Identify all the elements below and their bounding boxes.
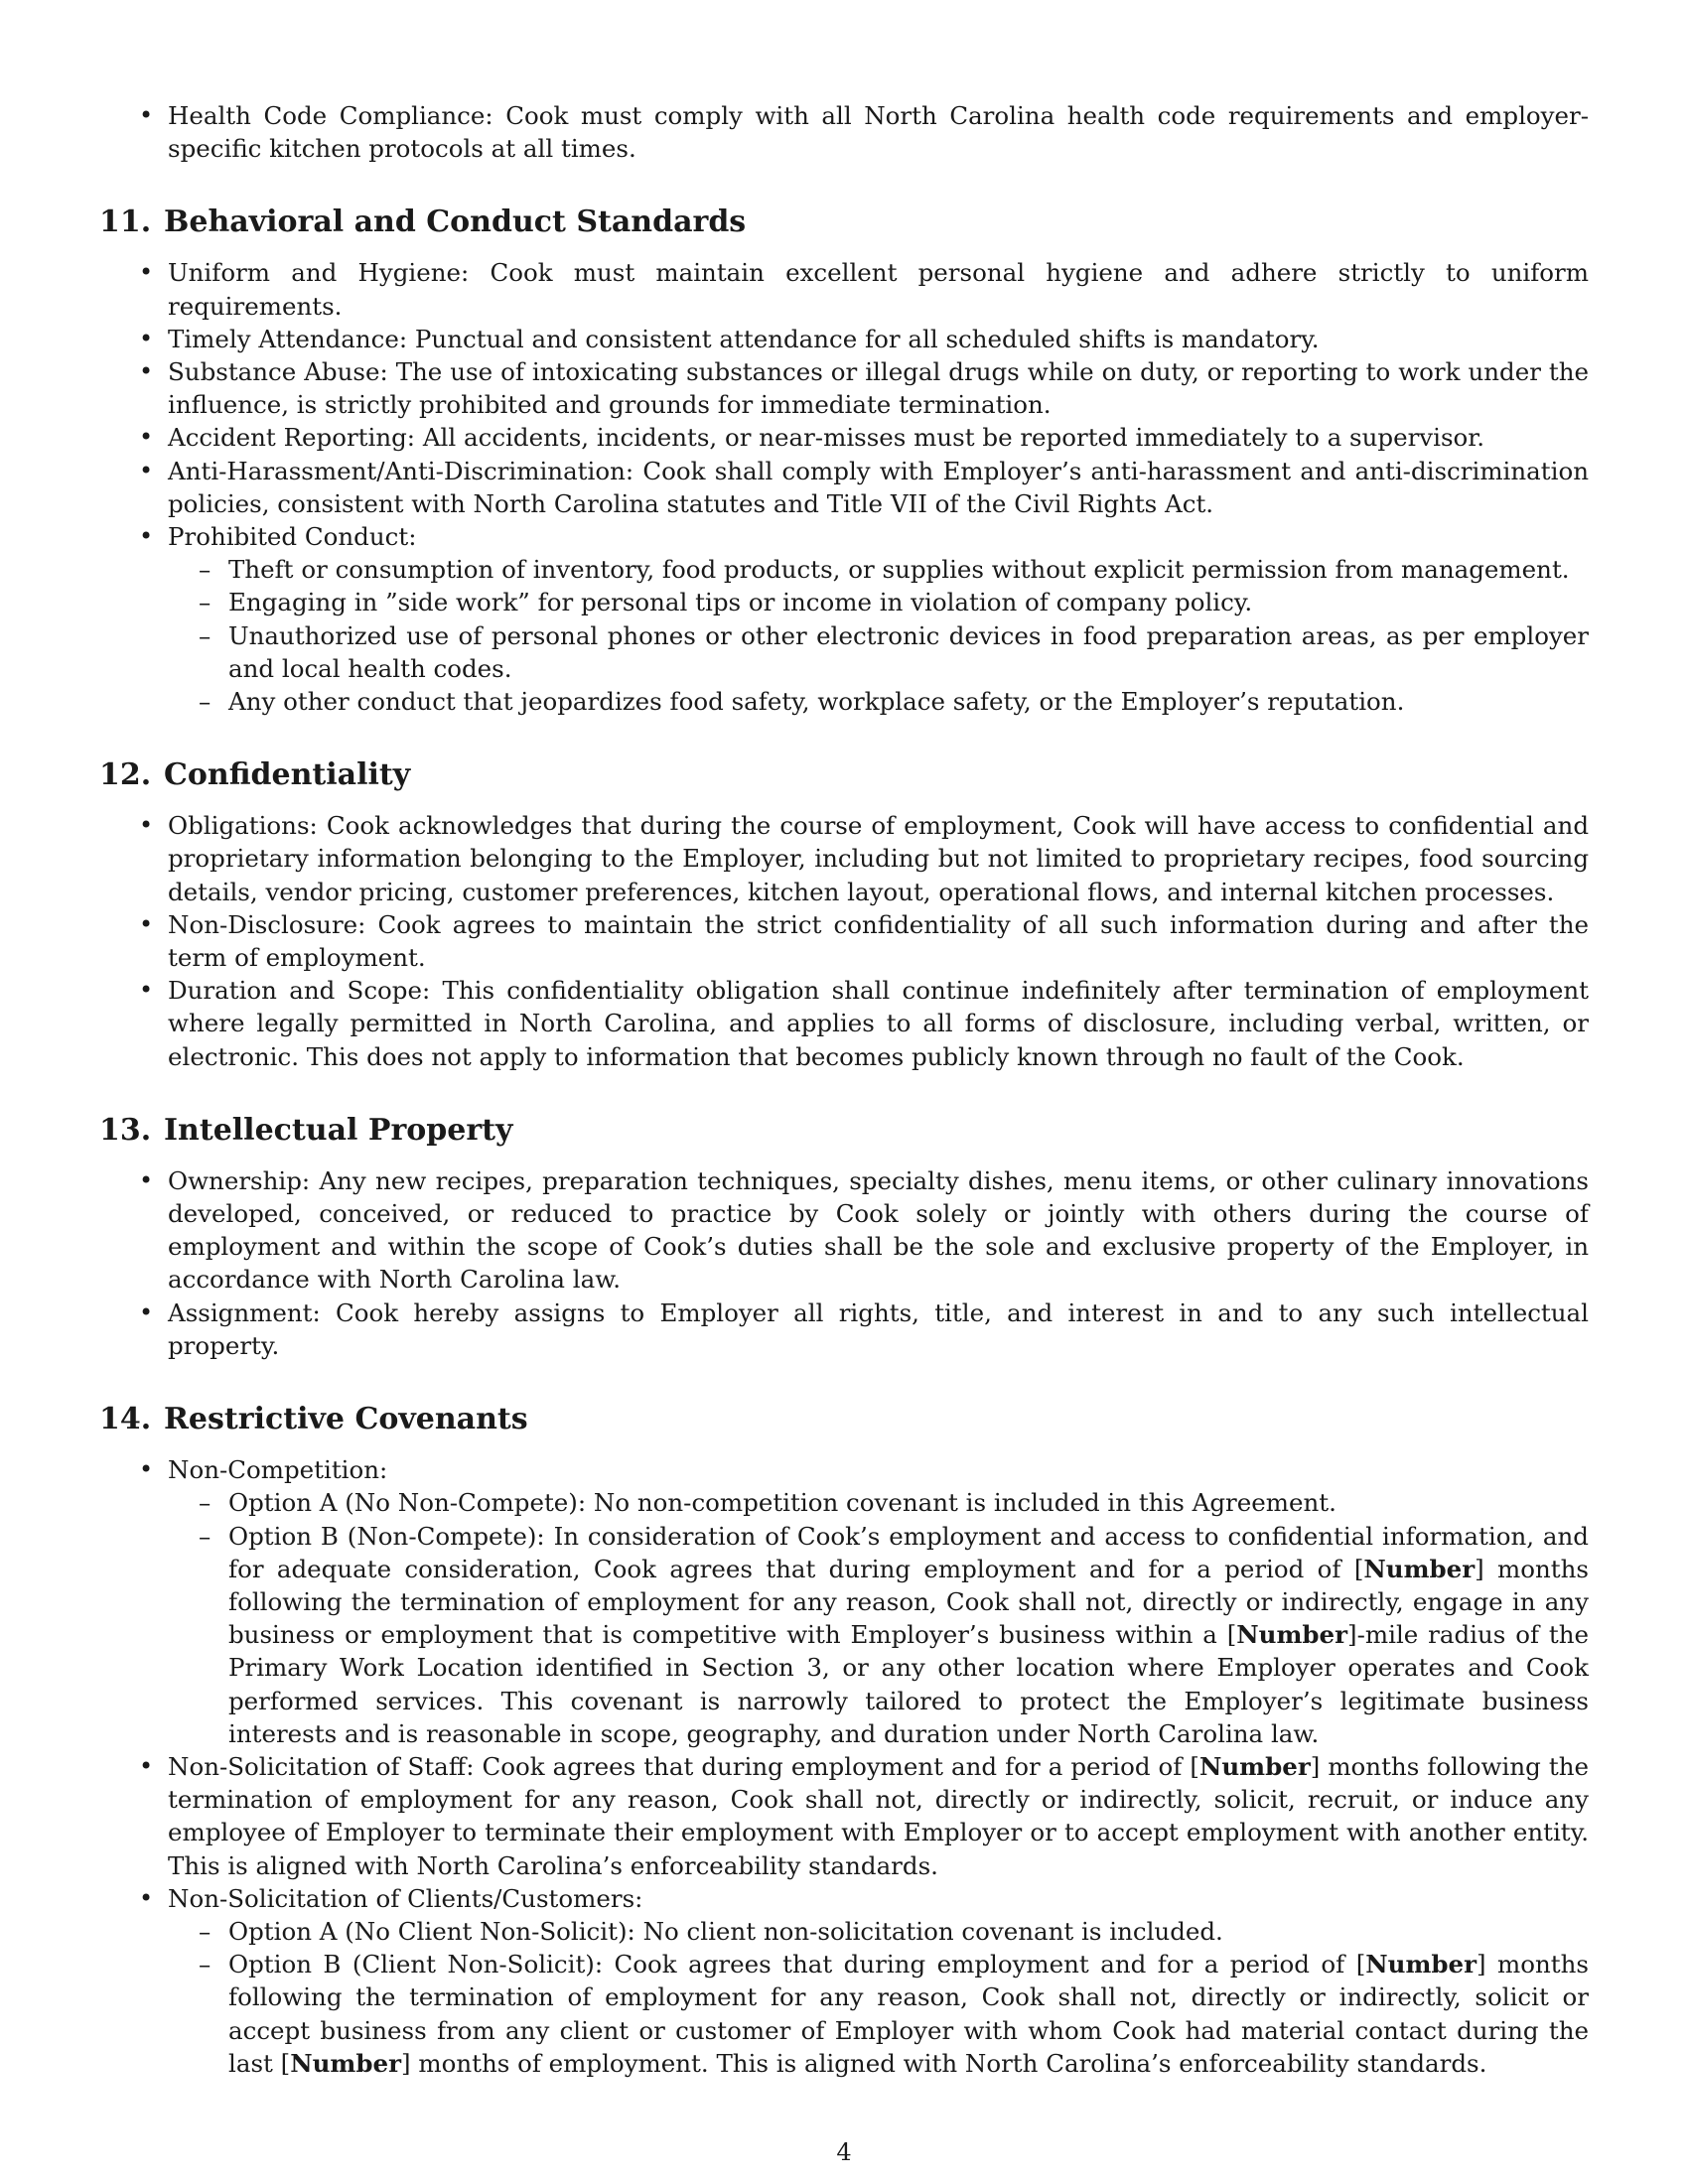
item-label: Prohibited Conduct: [168, 522, 417, 552]
placeholder-number: Number [290, 2048, 401, 2078]
section-heading-12 [99, 755, 1589, 795]
section-13-list [99, 1164, 1589, 1362]
section-number: 12. [99, 757, 152, 793]
list-item: • Accident Reporting: All accidents, incidents, or near-misses must be reported immediately to a supervisor. [99, 421, 1589, 454]
placeholder-number: Number [1236, 1620, 1348, 1650]
list-item [99, 1882, 1589, 2080]
placeholder-number: Number [1363, 1554, 1476, 1583]
section-heading-14 [99, 1400, 1589, 1439]
list-item: • Non-Disclosure: Cook agrees to maintain the strict confidentiality of all such information during and after the term of employment. [99, 908, 1589, 974]
sub-list-item: – Any other conduct that jeopardizes food safety, workplace safety, or the Employer’s reputation. [168, 685, 1589, 718]
sub-list-item: – Unauthorized use of personal phones or other electronic devices in food preparation areas, as per employer and local health codes. [168, 619, 1589, 685]
list-item: • Timely Attendance: Punctual and consistent attendance for all scheduled shifts is mandatory. [99, 323, 1589, 355]
list-item: • Anti-Harassment/Anti-Discrimination: Cook shall comply with Employer’s anti-harassment and anti-discrimination policies, consistent with North Carolina statutes and Title VII of the Civil Rights Act. [99, 455, 1589, 520]
placeholder-number: Number [1365, 1950, 1477, 1979]
section-number: 14. [99, 1402, 152, 1437]
text-run: Option B (Client Non-Solicit): Cook agrees that during employment and for a period of [228, 1950, 1356, 1979]
page-number: 4 [836, 2138, 852, 2166]
sub-list-item: – Option A (No Non-Compete): No non-competition covenant is included in this Agreement. [168, 1486, 1589, 1519]
sub-list-item: – Option A (No Client Non-Solicit): No client non-solicitation covenant is included. [168, 1915, 1589, 1948]
list-item: • Health Code Compliance: Cook must comply with all North Carolina health code requirements and employer-specific kitchen protocols at all times. [99, 99, 1589, 165]
list-item: • Ownership: Any new recipes, preparation techniques, specialty dishes, menu items, or other culinary innovations developed, conceived, or reduced to practice by Cook solely or jointly with others during the course of employment and within the scope of Cook’s duties shall be the sole and exclusive property of the Employer, in accordance with North Carolina law. [99, 1164, 1589, 1297]
sub-list-item: – Option B (Client Non-Solicit): Cook agrees that during employment and for a period of [Number] months following the termination of employment for any reason, Cook shall not, directly or indirectly, solicit or accept business from any client or customer of Employer with whom Cook had material contact during the last [Number] months of employment. This is aligned with North Carolina’s enforceability standards. [168, 1948, 1589, 2080]
item-label: Non-Competition: [168, 1455, 388, 1485]
section-title: Intellectual Property [164, 1112, 513, 1148]
section-number: 13. [99, 1112, 152, 1148]
section-12-list [99, 809, 1589, 1073]
sub-list-item: – Option B (Non-Compete): In consideration of Cook’s employment and access to confidential information, and for adequate consideration, Cook agrees that during employment and for a period of [Number] months following the termination of employment for any reason, Cook shall not, directly or indirectly, engage in any business or employment that is competitive with Employer’s business within a [Number]-mile radius of the Primary Work Location identified in Section 3, or any other location where Employer operates and Cook performed services. This covenant is narrowly tailored to protect the Employer’s legitimate business interests and is reasonable in scope, geography, and duration under North Carolina law. [168, 1520, 1589, 1750]
section-title: Confidentiality [164, 757, 411, 793]
list-item: • Duration and Scope: This confidentiality obligation shall continue indefinitely after termination of employment where legally permitted in North Carolina, and applies to all forms of disclosure, including verbal, written, or electronic. This does not apply to information that becomes publicly known through no fault of the Cook. [99, 974, 1589, 1073]
section-number: 11. [99, 205, 152, 240]
text-run: months following the termination of employment for any reason, Cook shall not, directly or indirectly, engage in any business or employment that is competitive with Employer’s business within a [228, 1554, 1589, 1650]
list-item [99, 520, 1589, 718]
placeholder-number: Number [1198, 1751, 1311, 1781]
non-competition-sublist [168, 1486, 1589, 1750]
item-label: Non-Solicitation of Clients/Customers: [168, 1883, 643, 1913]
page-content [99, 99, 1589, 2080]
text-run: Option B (Non-Compete): In consideration of Cook’s employment and access to confidential information, and for adequate consideration, Cook agrees that during employment and for a period of [228, 1521, 1589, 1583]
list-item [99, 1453, 1589, 1750]
text-run: months following the termination of employment for any reason, Cook shall not, directly or indirectly, solicit, recruit, or induce any employee of Employer to terminate their employment with Employer or to accept employment with another entity. This is aligned with North Carolina’s enforceability standards. [168, 1751, 1589, 1880]
text-run: -mile radius of the Primary Work Location identified in Section 3, or any other location where Employer operates and Cook performed services. This covenant is narrowly tailored to protect the Employer’s legitimate business interests and is reasonable in scope, geography, and duration under North Carolina law. [228, 1620, 1589, 1748]
text-run: months following the termination of employment for any reason, Cook shall not, directly or indirectly, solicit or accept business from any client or customer of Employer with whom Cook had material contact during the last [228, 1950, 1589, 2078]
text-run: Non-Solicitation of Staff: Cook agrees that during employment and for a period of [168, 1751, 1191, 1781]
list-item: • Assignment: Cook hereby assigns to Employer all rights, title, and interest in and to any such intellectual property. [99, 1297, 1589, 1362]
intro-list [99, 99, 1589, 165]
text-run: months of employment. This is aligned with North Carolina’s enforceability standards. [410, 2048, 1487, 2078]
section-heading-13 [99, 1111, 1589, 1151]
section-14-list [99, 1453, 1589, 2080]
client-non-solicit-sublist [168, 1915, 1589, 2080]
prohibited-conduct-sublist [168, 553, 1589, 718]
sub-list-item: – Theft or consumption of inventory, food products, or supplies without explicit permission from management. [168, 553, 1589, 586]
list-item: • Substance Abuse: The use of intoxicating substances or illegal drugs while on duty, or reporting to work under the influence, is strictly prohibited and grounds for immediate termination. [99, 355, 1589, 421]
list-item: • Non-Solicitation of Staff: Cook agrees that during employment and for a period of [Number] months following the termination of employment for any reason, Cook shall not, directly or indirectly, solicit, recruit, or induce any employee of Employer to terminate their employment with Employer or to accept employment with another entity. This is aligned with North Carolina’s enforceability standards. [99, 1750, 1589, 1882]
sub-list-item: – Engaging in ”side work” for personal tips or income in violation of company policy. [168, 586, 1589, 618]
section-title: Behavioral and Conduct Standards [164, 205, 747, 240]
list-item: • Uniform and Hygiene: Cook must maintain excellent personal hygiene and adhere strictly to uniform requirements. [99, 256, 1589, 322]
section-11-list [99, 256, 1589, 718]
list-item: • Obligations: Cook acknowledges that during the course of employment, Cook will have access to confidential and proprietary information belonging to the Employer, including but not limited to proprietary recipes, food sourcing details, vendor pricing, customer preferences, kitchen layout, operational flows, and internal kitchen processes. [99, 809, 1589, 908]
section-heading-11 [99, 203, 1589, 242]
section-title: Restrictive Covenants [164, 1402, 528, 1437]
